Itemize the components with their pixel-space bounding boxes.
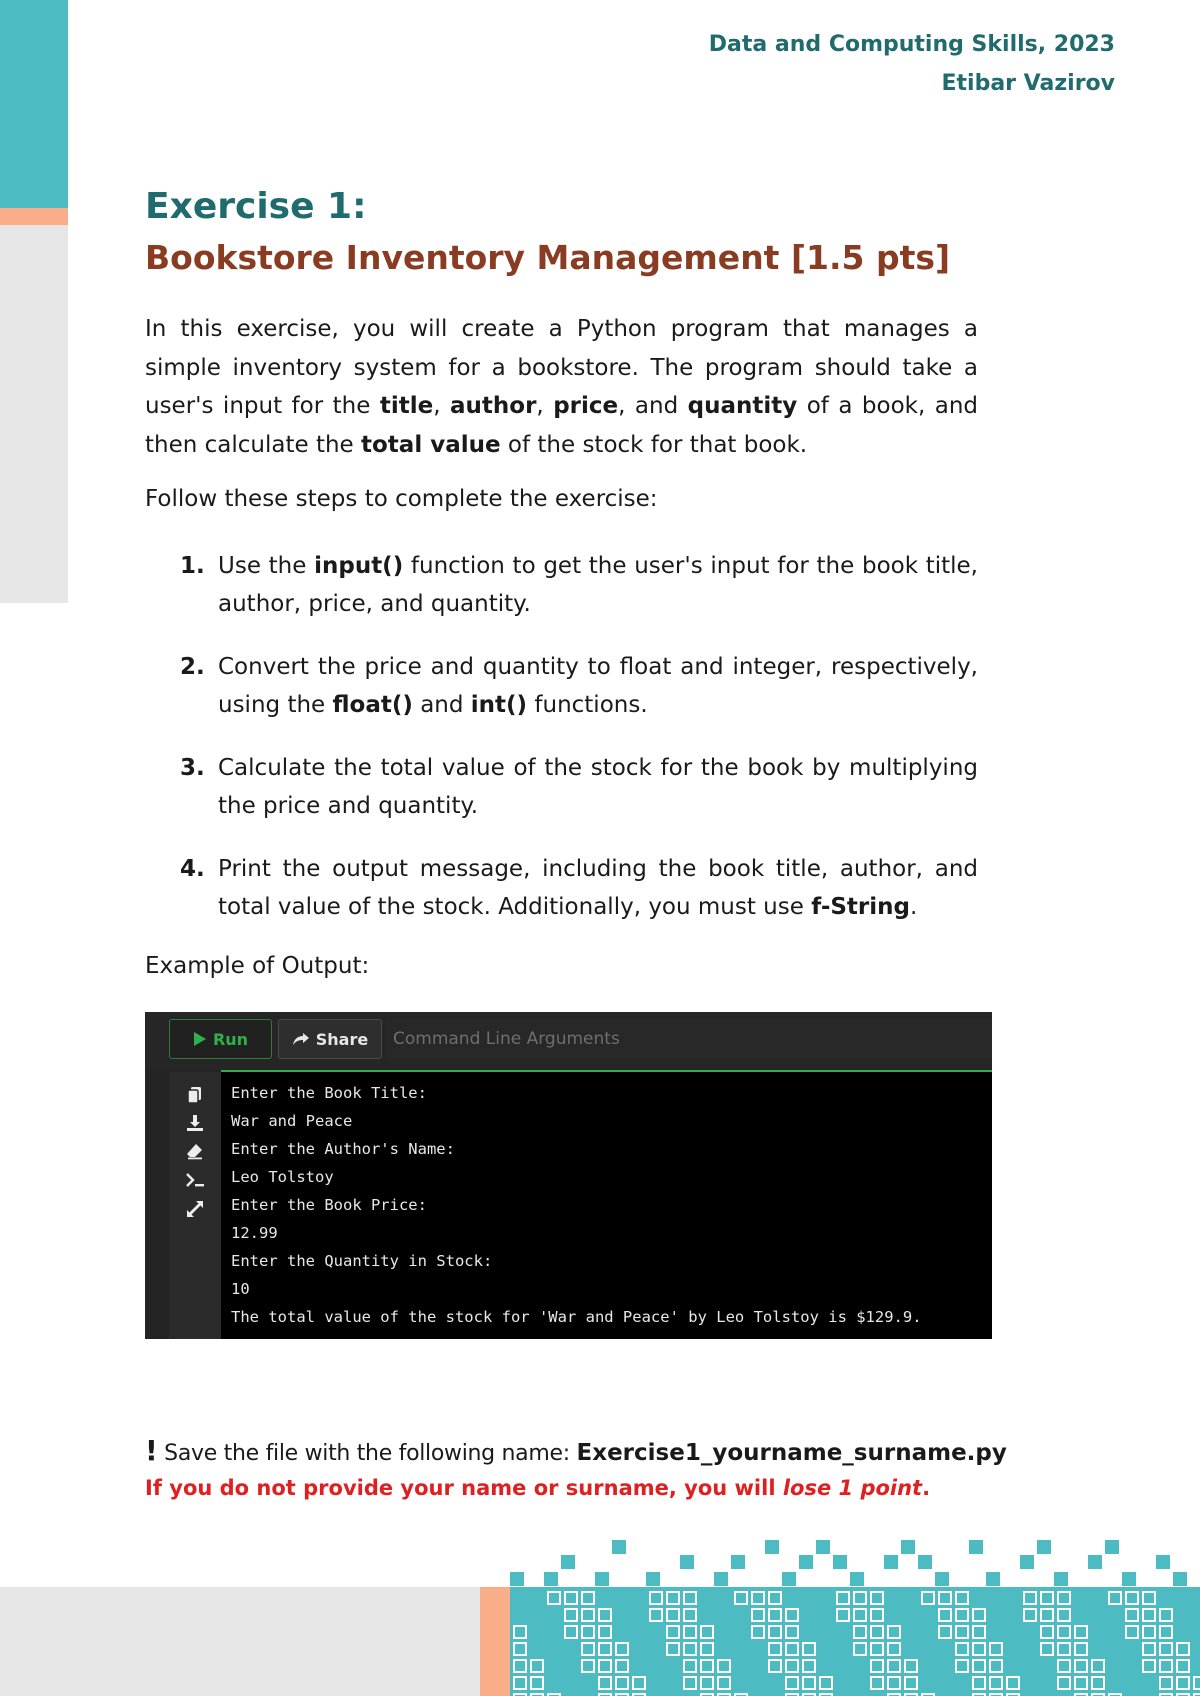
footer-pixel-pattern (510, 1530, 1200, 1696)
step-text: functions. (527, 692, 648, 718)
step-text: Calculate the total value of the stock for the book by multiplying the price and quantity. (218, 755, 978, 819)
output-line: 10 (231, 1280, 250, 1298)
step-item (145, 547, 978, 623)
output-line: Enter the Quantity in Stock: (231, 1252, 493, 1270)
output-line: Enter the Book Price: (231, 1196, 427, 1214)
intro-sep: , (433, 393, 450, 419)
save-instruction (145, 1434, 1007, 1467)
share-label: Share (315, 1029, 369, 1049)
terminal-output (221, 1072, 992, 1339)
share-icon (292, 1032, 310, 1046)
intro-paragraph (145, 310, 978, 464)
warning-emphasis: lose 1 point (782, 1476, 923, 1500)
step-text: Convert the price and quantity to float and integer, respectively, using the (218, 654, 978, 718)
output-line: Leo Tolstoy (231, 1168, 334, 1186)
terminal-screenshot (145, 1012, 992, 1339)
run-button[interactable] (169, 1019, 272, 1059)
step-code: f-String (811, 894, 910, 920)
output-line: Enter the Book Title: (231, 1084, 427, 1102)
play-icon (193, 1031, 207, 1047)
steps-list (145, 547, 978, 951)
warning-text: . (922, 1476, 931, 1500)
output-line: Enter the Author's Name: (231, 1140, 455, 1158)
step-number: 3. (180, 755, 205, 781)
terminal-toolbar (145, 1012, 992, 1070)
penalty-warning (145, 1476, 930, 1500)
step-text: Use the (218, 553, 315, 579)
intro-bold-title: title (379, 393, 434, 419)
terminal-sidebar (169, 1072, 221, 1339)
step-text: function to get the user's input for the book title, author, price, and quantity. (218, 553, 978, 617)
step-text: . (910, 894, 918, 920)
left-accent-bar-grey (0, 225, 68, 603)
run-label: Run (212, 1029, 249, 1049)
share-button[interactable] (278, 1019, 382, 1059)
intro-bold-author: author (450, 393, 537, 419)
command-line-args-input[interactable]: Command Line Arguments (387, 1019, 992, 1059)
output-line: 12.99 (231, 1224, 278, 1242)
step-item (145, 648, 978, 724)
step-number: 2. (180, 654, 205, 680)
intro-text: of a book, and then calculate the (145, 393, 979, 458)
step-code: input() (314, 553, 404, 579)
intro-bold-price: price (553, 393, 619, 419)
terminal-icon[interactable] (169, 1170, 221, 1194)
follow-steps-text: Follow these steps to complete the exercise: (145, 486, 658, 512)
exercise-title: Exercise 1: (145, 186, 367, 227)
expand-icon[interactable] (169, 1200, 221, 1224)
footer-grey-band (0, 1587, 480, 1696)
intro-bold-total-value: total value (361, 431, 501, 458)
required-filename: Exercise1_yourname_surname.py (576, 1440, 1007, 1466)
intro-bold-quantity: quantity (687, 393, 798, 419)
example-output-label: Example of Output: (145, 953, 370, 979)
output-line: War and Peace (231, 1112, 353, 1130)
intro-text: In this exercise, you will create a Python program that manages a simple inventory system for a bookstore. The program should take a user's input for the (145, 316, 978, 419)
download-icon[interactable] (169, 1114, 221, 1138)
intro-sep: , (536, 393, 554, 419)
step-item (145, 850, 978, 926)
eraser-icon[interactable] (169, 1142, 221, 1166)
copy-icon[interactable] (169, 1086, 221, 1110)
step-number: 1. (180, 553, 205, 579)
step-item (145, 749, 978, 825)
footer-salmon-band (480, 1587, 510, 1696)
step-code: float() (332, 692, 413, 718)
left-accent-bar-salmon (0, 208, 68, 225)
step-text: Print the output message, including the book title, author, and total value of the stock. Additionally, you must use (218, 856, 978, 920)
warning-text: If you do not provide your name or surname, you will (145, 1476, 783, 1500)
exercise-subtitle: Bookstore Inventory Management [1.5 pts] (145, 238, 951, 277)
exclamation-icon: ! (145, 1434, 158, 1467)
step-number: 4. (180, 856, 205, 882)
author-header: Etibar Vazirov (941, 71, 1115, 96)
left-accent-bar-teal (0, 0, 68, 208)
intro-text: of the stock for that book. (500, 431, 808, 458)
course-header: Data and Computing Skills, 2023 (708, 32, 1115, 57)
intro-sep: , and (618, 393, 688, 419)
step-code: int() (470, 692, 528, 718)
output-line: The total value of the stock for 'War and Peace' by Leo Tolstoy is $129.9. (231, 1308, 922, 1326)
step-text: and (412, 692, 471, 718)
save-text: Save the file with the following name: (157, 1441, 577, 1466)
